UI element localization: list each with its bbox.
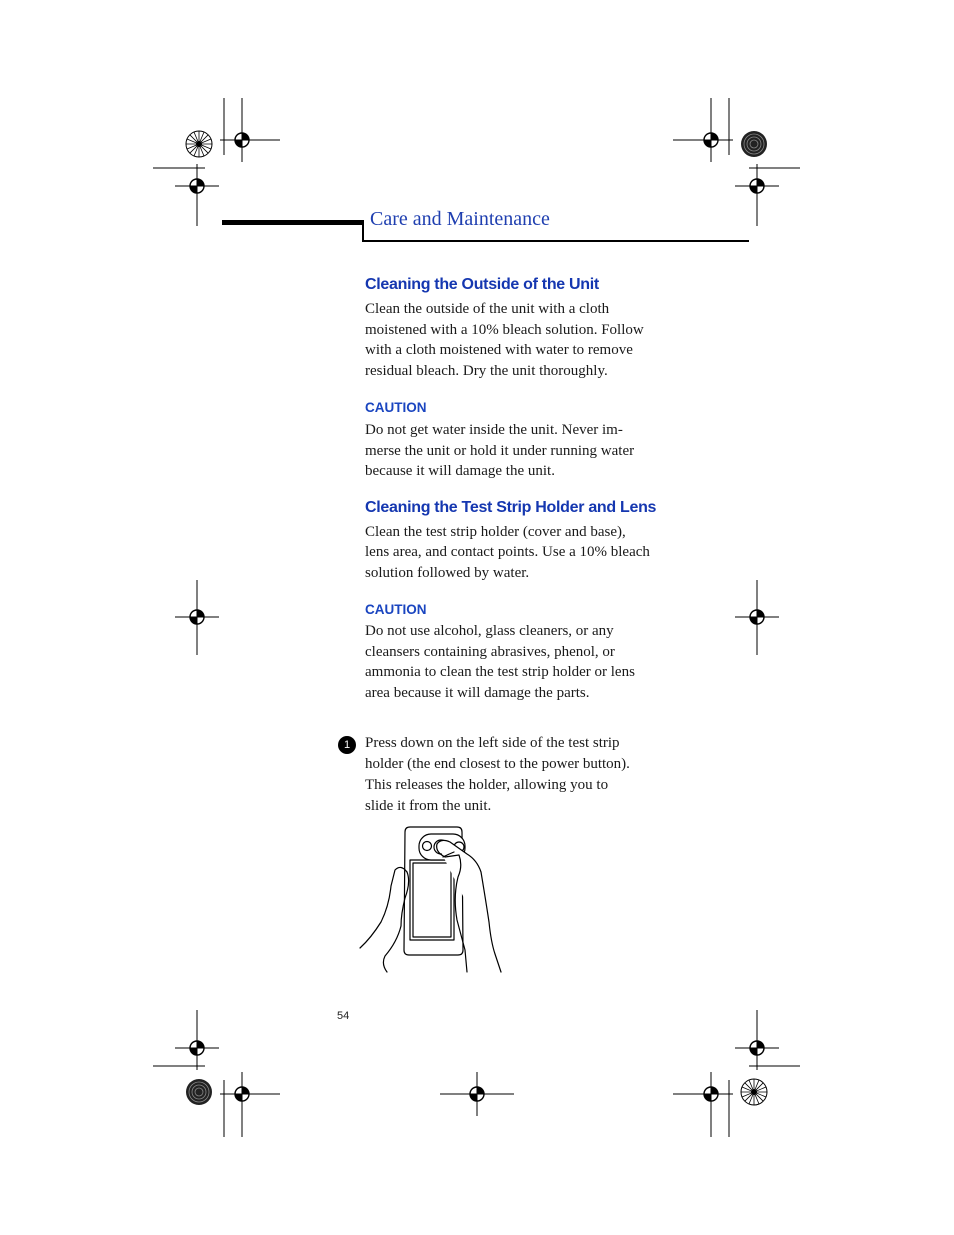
text-line: Clean the outside of the unit with a cloth <box>365 301 610 317</box>
text-line: with a cloth moistened with water to remove <box>365 342 633 358</box>
step-instruction <box>365 733 665 817</box>
section-body <box>365 299 685 381</box>
text-line: Press down on the left side of the test strip <box>365 735 620 751</box>
text-line: Clean the test strip holder (cover and base), <box>365 523 626 540</box>
section-heading: Cleaning the Outside of the Unit <box>365 276 599 293</box>
text-line: cleansers containing abrasives, phenol, or <box>365 643 615 660</box>
text-line: holder (the end closest to the power button). <box>365 756 630 772</box>
header-rule-thin <box>362 240 749 242</box>
section-heading: Cleaning the Test Strip Holder and Lens <box>365 498 657 516</box>
header-rule-vertical <box>362 220 364 242</box>
text-line: ammonia to clean the test strip holder or lens <box>365 664 635 680</box>
text-line: solution followed by water. <box>365 564 530 581</box>
page-number: 54 <box>337 1010 350 1022</box>
text-line: because it will damage the unit. <box>365 463 555 479</box>
text-line: area because it will damage the parts. <box>365 684 590 701</box>
text-line: Do not get water inside the unit. Never im- <box>365 422 623 438</box>
text-line: This releases the holder, allowing you to <box>365 777 609 793</box>
text-line: Do not use alcohol, glass cleaners, or any <box>365 623 614 639</box>
section-cleaning-holder <box>365 497 685 584</box>
caution-cleansers <box>365 600 685 703</box>
text-line: merse the unit or hold it under running water <box>365 442 635 459</box>
page-title: Care and Maintenance <box>370 208 550 230</box>
caution-water <box>365 398 685 482</box>
caution-body <box>365 621 685 703</box>
main-content <box>365 274 685 703</box>
section-body <box>365 522 685 584</box>
hands-holding-unit-illustration <box>355 822 505 974</box>
caution-heading: CAUTION <box>365 400 427 415</box>
caution-heading: CAUTION <box>365 602 427 617</box>
header-rule-thick <box>222 220 364 225</box>
text-line: moistened with a 10% bleach solution. Follow <box>365 321 644 338</box>
text-line: lens area, and contact points. Use a 10% bleach <box>365 544 650 560</box>
caution-body <box>365 420 685 482</box>
text-line: residual bleach. Dry the unit thoroughly. <box>365 362 608 379</box>
text-line: slide it from the unit. <box>365 798 492 814</box>
section-cleaning-outside <box>365 274 685 381</box>
step-number-badge: 1 <box>338 736 356 754</box>
